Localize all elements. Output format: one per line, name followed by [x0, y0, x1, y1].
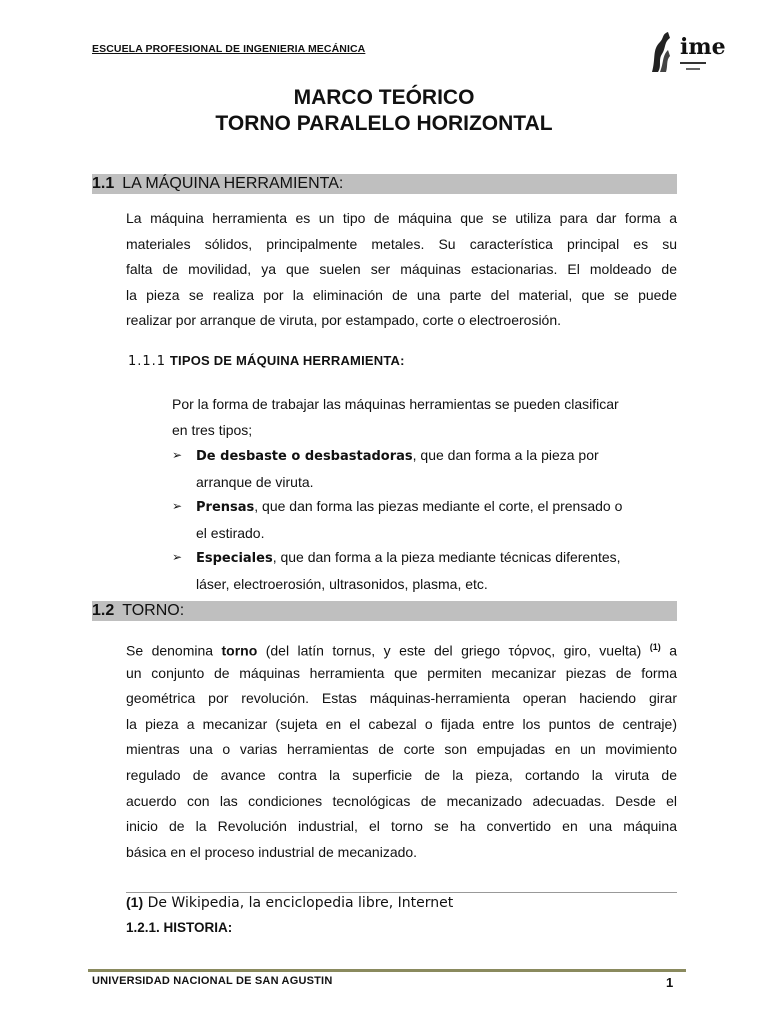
title-torno-paralelo: TORNO PARALELO HORIZONTAL [215, 112, 553, 135]
paragraph-line: un conjunto de máquinas herramienta que permiten mecanizar piezas de forma [126, 664, 677, 681]
bullet-item [172, 443, 677, 495]
section-title: TORNO: [122, 602, 185, 619]
section-number: 1.2 [92, 602, 115, 619]
paragraph-line: regulado de avance contra la superficie de la pieza, cortando la viruta de [126, 766, 677, 783]
subsection-heading-historia: 1.2.1. HISTORIA: [126, 920, 233, 935]
arrow-bullet-icon: ➢ [172, 499, 183, 513]
footer-university: UNIVERSIDAD NACIONAL DE SAN AGUSTIN [92, 975, 333, 987]
term-torno: torno [221, 642, 258, 659]
footnote-ref[interactable]: (1) [649, 642, 661, 652]
footnote-text: De Wikipedia, la enciclopedia libre, Internet [143, 895, 454, 911]
page-header-school: ESCUELA PROFESIONAL DE INGENIERIA MECÁNICA [92, 43, 366, 55]
bullet-text: , que dan forma las piezas mediante el corte, el prensado o [254, 498, 623, 514]
footnote-divider [126, 892, 677, 893]
types-intro [172, 392, 677, 443]
paragraph-line: La máquina herramienta es un tipo de máquina que se utiliza para dar forma a [126, 210, 677, 226]
bullet-text: , que dan forma a la pieza por [412, 447, 599, 463]
footer-divider [88, 969, 686, 972]
title-marco-teorico: MARCO TEÓRICO [293, 86, 475, 109]
paragraph-line: realizar por arranque de viruta, por estampado, corte o electroerosión. [126, 312, 562, 329]
page-number: 1 [666, 975, 674, 990]
paragraph-line: la pieza se realiza por la eliminación de una parte del material, que se puede [126, 286, 677, 303]
section-1-2-paragraph [126, 635, 677, 865]
bullet-item [172, 494, 677, 546]
bullet-bold: Prensas [196, 500, 255, 515]
bullet-text-cont: el estirado. [196, 524, 265, 541]
subsection-heading-1-1-1 [128, 353, 405, 369]
paragraph-line: básica en el proceso industrial de mecanizado. [126, 843, 418, 860]
section-title: LA MÁQUINA HERRAMIENTA: [122, 175, 344, 192]
arrow-bullet-icon: ➢ [172, 448, 183, 462]
section-number: 1.1 [92, 175, 115, 192]
subsection-title: TIPOS DE MÁQUINA HERRAMIENTA: [169, 353, 405, 368]
bullet-bold: De desbaste o desbastadoras [196, 449, 413, 464]
intro-line: Por la forma de trabajar las máquinas herramientas se pueden clasificar [172, 396, 619, 412]
paragraph-line: geométrica por revolución. Estas máquinas-herramienta operan haciendo girar [126, 690, 677, 707]
bullet-text-cont: arranque de viruta. [196, 473, 314, 490]
paragraph-line: la pieza a mecanizar (sujeta en el cabezal o fijada entre los puntos de centraje) [126, 715, 677, 732]
subsection-number: 1.1.1 [128, 354, 167, 369]
section-heading-1-2 [92, 601, 677, 621]
intro-line: en tres tipos; [172, 421, 253, 438]
paragraph-line: falta de movilidad, ya que suelen ser máquinas estacionarias. El moldeado de [126, 261, 677, 278]
bullet-text: , que dan forma a la pieza mediante técnicas diferentes, [272, 549, 621, 565]
footnote-marker: (1) [126, 894, 144, 910]
paragraph-line: acuerdo con las condiciones tecnológicas de mecanizado adecuadas. Desde el [126, 792, 677, 809]
svg-text:ime: ime [680, 34, 726, 60]
arrow-bullet-icon: ➢ [172, 550, 183, 564]
section-1-1-paragraph [126, 206, 677, 334]
section-heading-1-1 [92, 174, 677, 194]
bullet-item [172, 545, 677, 597]
bullet-bold: Especiales [196, 551, 273, 566]
paragraph-line: materiales sólidos, principalmente metales. Su característica principal es su [126, 235, 677, 252]
paragraph-line: Se denomina torno (del latín tornus, y este del griego τόρνος, giro, vuelta) $^{(1)}$ a [126, 642, 677, 659]
bullet-text-cont: láser, electroerosión, ultrasonidos, plasma, etc. [196, 575, 488, 592]
paragraph-line: mientras una o varias herramientas de corte son empujadas en un movimiento [126, 741, 677, 758]
paragraph-line: inicio de la Revolución industrial, el torno se ha convertido en una máquina [126, 818, 677, 835]
ime-logo-icon [650, 28, 726, 76]
footnote [126, 894, 453, 911]
